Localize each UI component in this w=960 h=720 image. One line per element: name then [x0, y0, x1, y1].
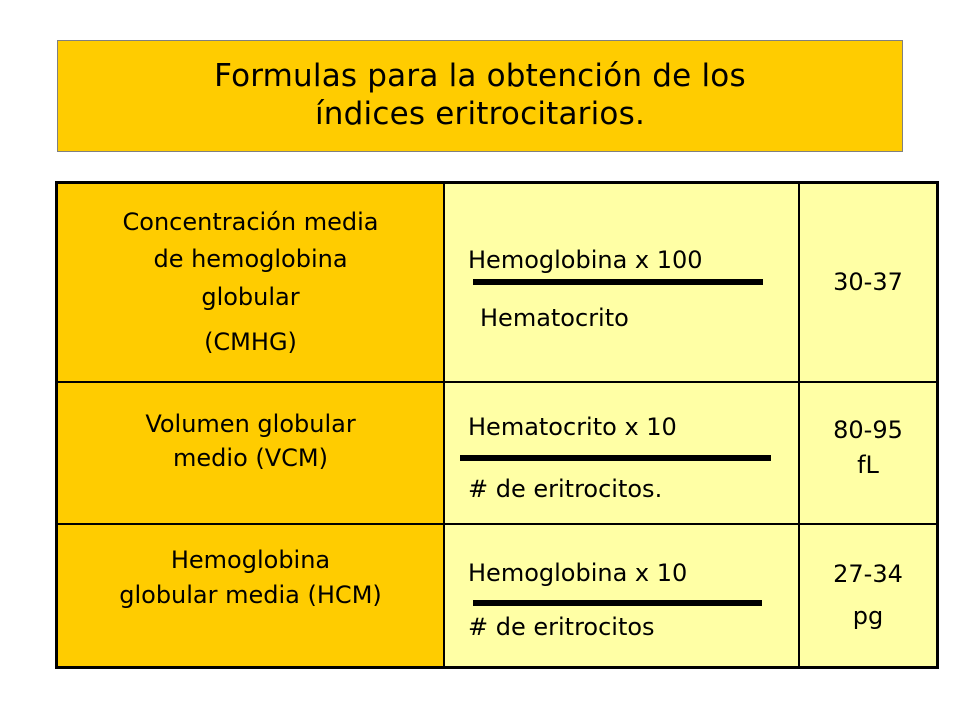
table-row-1-label-cell [58, 184, 443, 381]
slide-title-line-2: índices eritrocitarios. [314, 96, 646, 132]
hcm-numerator: Hemoglobina x 10 [468, 559, 688, 587]
table-row-2-value-cell [800, 383, 936, 523]
table-row-1-formula-cell [445, 184, 798, 381]
cmhg-label-line-3: globular [201, 282, 300, 311]
cmhg-denominator: Hematocrito [480, 304, 629, 332]
hcm-range: 27-34 [833, 559, 903, 588]
cmhg-label-line-2: de hemoglobina [153, 245, 348, 274]
hcm-denominator: # de eritrocitos [468, 613, 655, 641]
table-row-2-formula-cell [445, 383, 798, 523]
vcm-numerator: Hematocrito x 10 [468, 413, 677, 441]
cmhg-label-line-4: (CMHG) [204, 327, 297, 356]
vcm-label-line-2: medio (VCM) [173, 444, 328, 472]
vcm-denominator: # de eritrocitos. [468, 475, 663, 503]
slide-title [57, 40, 903, 152]
cmhg-label-line-1: Concentración media [122, 208, 379, 237]
hcm-unit: pg [852, 601, 884, 630]
table-row-3-value-cell [800, 525, 936, 666]
table-row-2-label-cell [58, 383, 443, 523]
slide-title-line-1: Formulas para la obtención de los [214, 58, 746, 95]
vcm-unit: fL [857, 451, 879, 479]
cmhg-range: 30-37 [833, 268, 903, 297]
hcm-label-line-2: globular media (HCM) [119, 580, 382, 609]
hcm-label-line-1: Hemoglobina [170, 546, 331, 575]
table-row-3-label-cell [58, 525, 443, 666]
table-row-3-formula-cell [445, 525, 798, 666]
cmhg-fraction-bar [473, 279, 763, 285]
cmhg-numerator: Hemoglobina x 100 [468, 246, 703, 274]
table-row-1-value-cell [800, 184, 936, 381]
hcm-fraction-bar [473, 600, 762, 606]
vcm-label-line-1: Volumen globular [145, 409, 356, 438]
vcm-range: 80-95 [833, 416, 903, 445]
vcm-fraction-bar [460, 455, 771, 461]
indices-table [55, 181, 939, 669]
